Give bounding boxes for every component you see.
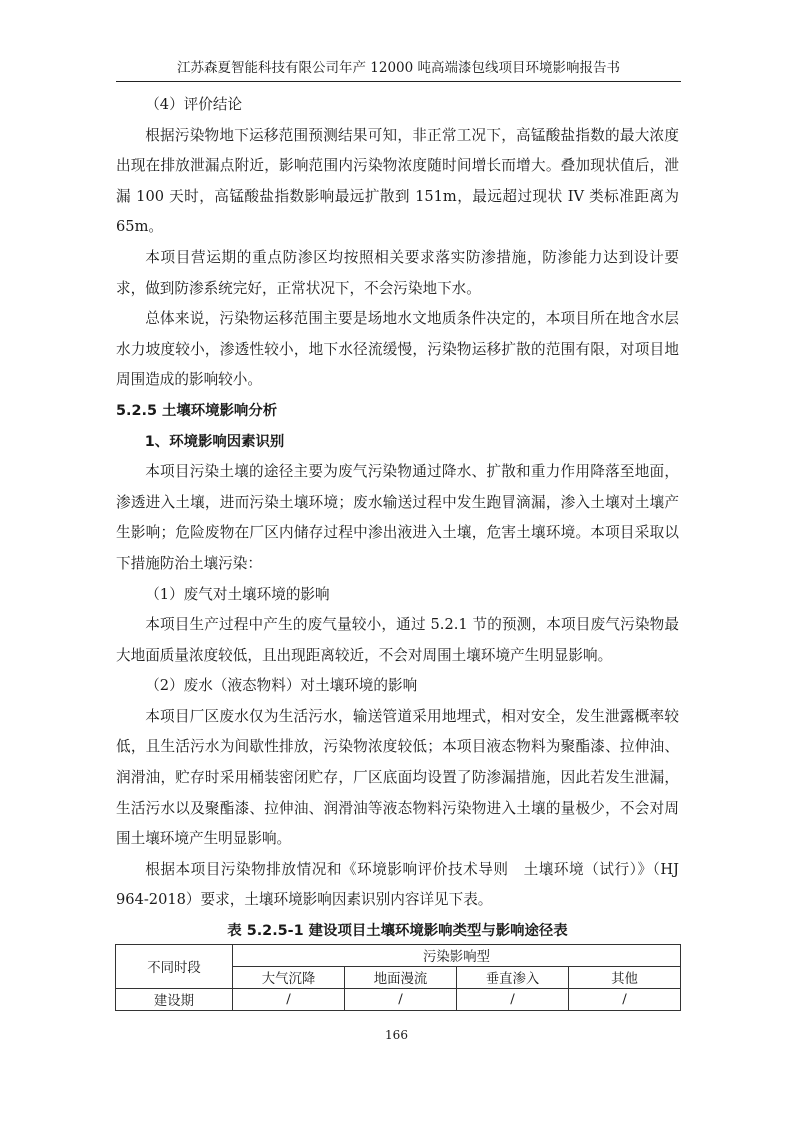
paragraph: 本项目污染土壤的途径主要为废气污染物通过降水、扩散和重力作用降落至地面，渗透进入土壤，进而污染土壤环境；废水输送过程中发生跑冒滴漏，渗入土壤对土壤产生影响；危险废物在厂区内储存过程中渗出液进入土壤，危害土壤环境。本项目采取以下措施防治土壤污染： [116, 463, 679, 572]
paragraph: 本项目厂区废水仅为生活污水，输送管道采用地埋式，相对安全，发生泄露概率较低，且生活污水为间歇性排放，污染物浓度较低；本项目液态物料为聚酯漆、拉伸油、润滑油，贮存时采用桶装密闭贮存，厂区底面均设置了防渗漏措施，因此若发生泄漏，生活污水以及聚酯漆、拉伸油、润滑油等液态物料污染物进入土壤的量极少，不会对周围土壤环境产生明显影响。 [116, 707, 679, 848]
paragraph: 本项目生产过程中产生的废气量较小，通过 5.2.1 节的预测，本项目废气污染物最大地面质量浓度较低，且出现距离较近，不会对周围土壤环境产生明显影响。 [116, 616, 679, 664]
table-header-cell: 垂直渗入 [457, 967, 569, 989]
subsection-heading: 1、环境影响因素识别 [144, 433, 285, 450]
table-header-cell: 其他 [569, 967, 681, 989]
table-cell: / [233, 989, 345, 1011]
table-cell: / [569, 989, 681, 1011]
table-row [116, 989, 681, 1011]
table-header-cell: 不同时段 [116, 945, 233, 989]
paragraph: 本项目营运期的重点防渗区均按照相关要求落实防渗措施，防渗能力达到设计要求，做到防渗系统完好，正常状况下，不会污染地下水。 [116, 248, 679, 297]
table-caption: 表 5.2.5-1 建设项目土壤环境影响类型与影响途径表 [227, 923, 568, 940]
table-cell: / [457, 989, 569, 1011]
list-item-heading: （2）废水（液态物料）对土壤环境的影响 [145, 677, 418, 695]
table-header-cell: 污染影响型 [233, 945, 681, 967]
page-header: 江苏森夏智能科技有限公司年产 12000 吨高端漆包线项目环境影响报告书 [116, 56, 681, 82]
table-cell: / [345, 989, 457, 1011]
page-number: 166 [385, 1028, 408, 1042]
table-header-cell: 大气沉降 [233, 967, 345, 989]
paragraph: 根据污染物地下运移范围预测结果可知，非正常工况下，高锰酸盐指数的最大浓度出现在排放泄漏点附近，影响范围内污染物浓度随时间增长而增大。叠加现状值后，泄漏 100 天时，高锰酸盐指数影响最远扩散到 151m，最远超过现状 IV 类标准距离为 65m。 [116, 126, 679, 236]
table-header-cell: 地面漫流 [345, 967, 457, 989]
list-item-heading: （1）废气对土壤环境的影响 [145, 585, 330, 603]
paragraph: 总体来说，污染物运移范围主要是场地水文地质条件决定的，本项目所在地含水层水力坡度较小，渗透性较小，地下水径流缓慢，污染物运移扩散的范围有限，对项目地周围造成的影响较小。 [116, 310, 679, 389]
table-header-row [116, 945, 681, 967]
section-5-2-5-heading: 5.2.5 土壤环境影响分析 [116, 402, 278, 419]
paragraph: 根据本项目污染物排放情况和《环境影响评价技术导则 土壤环境（试行）》（HJ 964-2018）要求，土壤环境影响因素识别内容详见下表。 [116, 860, 679, 909]
impact-type-table [115, 944, 681, 1011]
section-4-heading: （4）评价结论 [145, 96, 243, 113]
page-body [116, 90, 679, 1011]
table-cell: 建设期 [116, 989, 233, 1011]
